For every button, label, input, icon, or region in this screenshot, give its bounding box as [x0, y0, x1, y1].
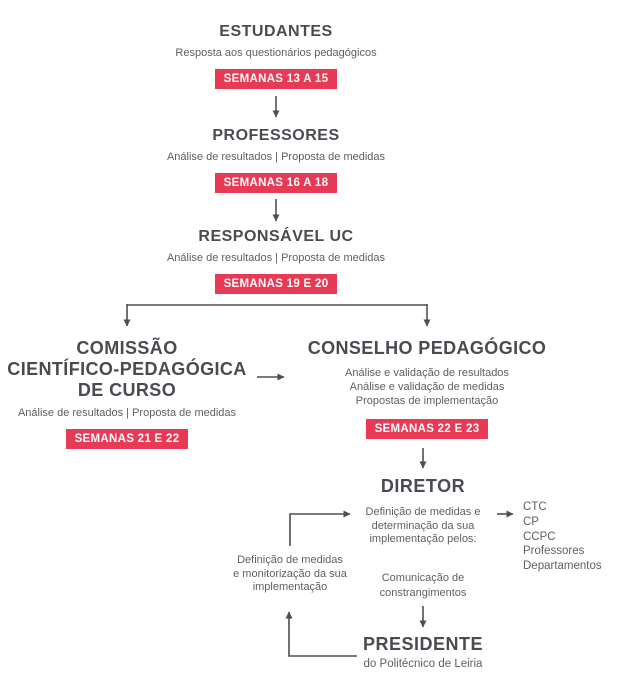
- diretor-line3: implementação pelos:: [369, 533, 477, 545]
- estudantes-subtitle: Resposta aos questionários pedagógicos: [175, 47, 377, 59]
- node-professores: [126, 126, 426, 193]
- node-responsavel-uc: [126, 227, 426, 294]
- feedback-line3: implementação: [252, 581, 328, 593]
- comissao-title-line1: COMISSÃO: [76, 338, 178, 358]
- conselho-line3: Propostas de implementação: [355, 395, 499, 407]
- comunicacao-line2: constrangimentos: [379, 586, 467, 599]
- estudantes-title: ESTUDANTES: [219, 23, 333, 40]
- diretor-description: [348, 506, 498, 547]
- orgao-cp: CP: [523, 515, 539, 528]
- orgao-ctc: CTC: [523, 501, 547, 513]
- conselho-line1: Análise e validação de resultados: [345, 367, 509, 379]
- conselho-weeks-badge: SEMANAS 22 E 23: [366, 419, 489, 439]
- professores-subtitle: Análise de resultados | Proposta de medidas: [166, 151, 386, 163]
- orgao-professores: Professores: [523, 545, 585, 558]
- feedback-line1: Definição de medidas: [237, 554, 343, 566]
- comissao-title-line2: CIENTÍFICO-PEDAGÓGICA: [7, 359, 247, 379]
- professores-title: PROFESSORES: [212, 127, 340, 144]
- comissao-subtitle: Análise de resultados | Proposta de medidas: [17, 407, 237, 419]
- node-comissao: [2, 338, 252, 449]
- node-presidente: [333, 634, 513, 671]
- diretor-title: DIRETOR: [380, 476, 466, 496]
- arrow-feedback-diretor: [290, 514, 350, 546]
- node-conselho: [302, 338, 552, 439]
- comunicacao-line1: Comunicação de: [381, 572, 465, 584]
- node-feedback: [215, 554, 365, 595]
- comissao-weeks-badge: SEMANAS 21 E 22: [66, 429, 189, 449]
- responsavel-uc-subtitle: Análise de resultados | Proposta de medidas: [166, 252, 386, 264]
- node-diretor: [348, 476, 498, 547]
- estudantes-weeks-badge: SEMANAS 13 A 15: [215, 69, 338, 89]
- presidente-subtitle: do Politécnico de Leiria: [363, 658, 483, 670]
- node-estudantes: [126, 22, 426, 89]
- conselho-title: CONSELHO PEDAGÓGICO: [307, 338, 547, 358]
- orgaos-list: [523, 500, 618, 574]
- node-comunicacao: [348, 571, 498, 600]
- diretor-line2: determinação da sua: [371, 519, 475, 532]
- responsavel-uc-weeks-badge: SEMANAS 19 E 20: [215, 274, 338, 294]
- conselho-line2: Análise e validação de medidas: [349, 381, 505, 393]
- comissao-title-line3: DE CURSO: [77, 380, 177, 400]
- diretor-line1: Definição de medidas e: [365, 506, 481, 518]
- orgao-departamentos: Departamentos: [523, 560, 602, 573]
- feedback-text: [215, 554, 365, 595]
- conselho-description: [302, 366, 552, 408]
- comunicacao-text: [348, 571, 498, 600]
- professores-weeks-badge: SEMANAS 16 A 18: [215, 173, 338, 193]
- feedback-line2: e monitorização da sua: [233, 567, 347, 580]
- presidente-title: PRESIDENTE: [362, 634, 484, 654]
- orgao-ccpc: CCPC: [523, 530, 556, 543]
- comissao-title: [2, 338, 252, 401]
- responsavel-uc-title: RESPONSÁVEL UC: [198, 228, 354, 245]
